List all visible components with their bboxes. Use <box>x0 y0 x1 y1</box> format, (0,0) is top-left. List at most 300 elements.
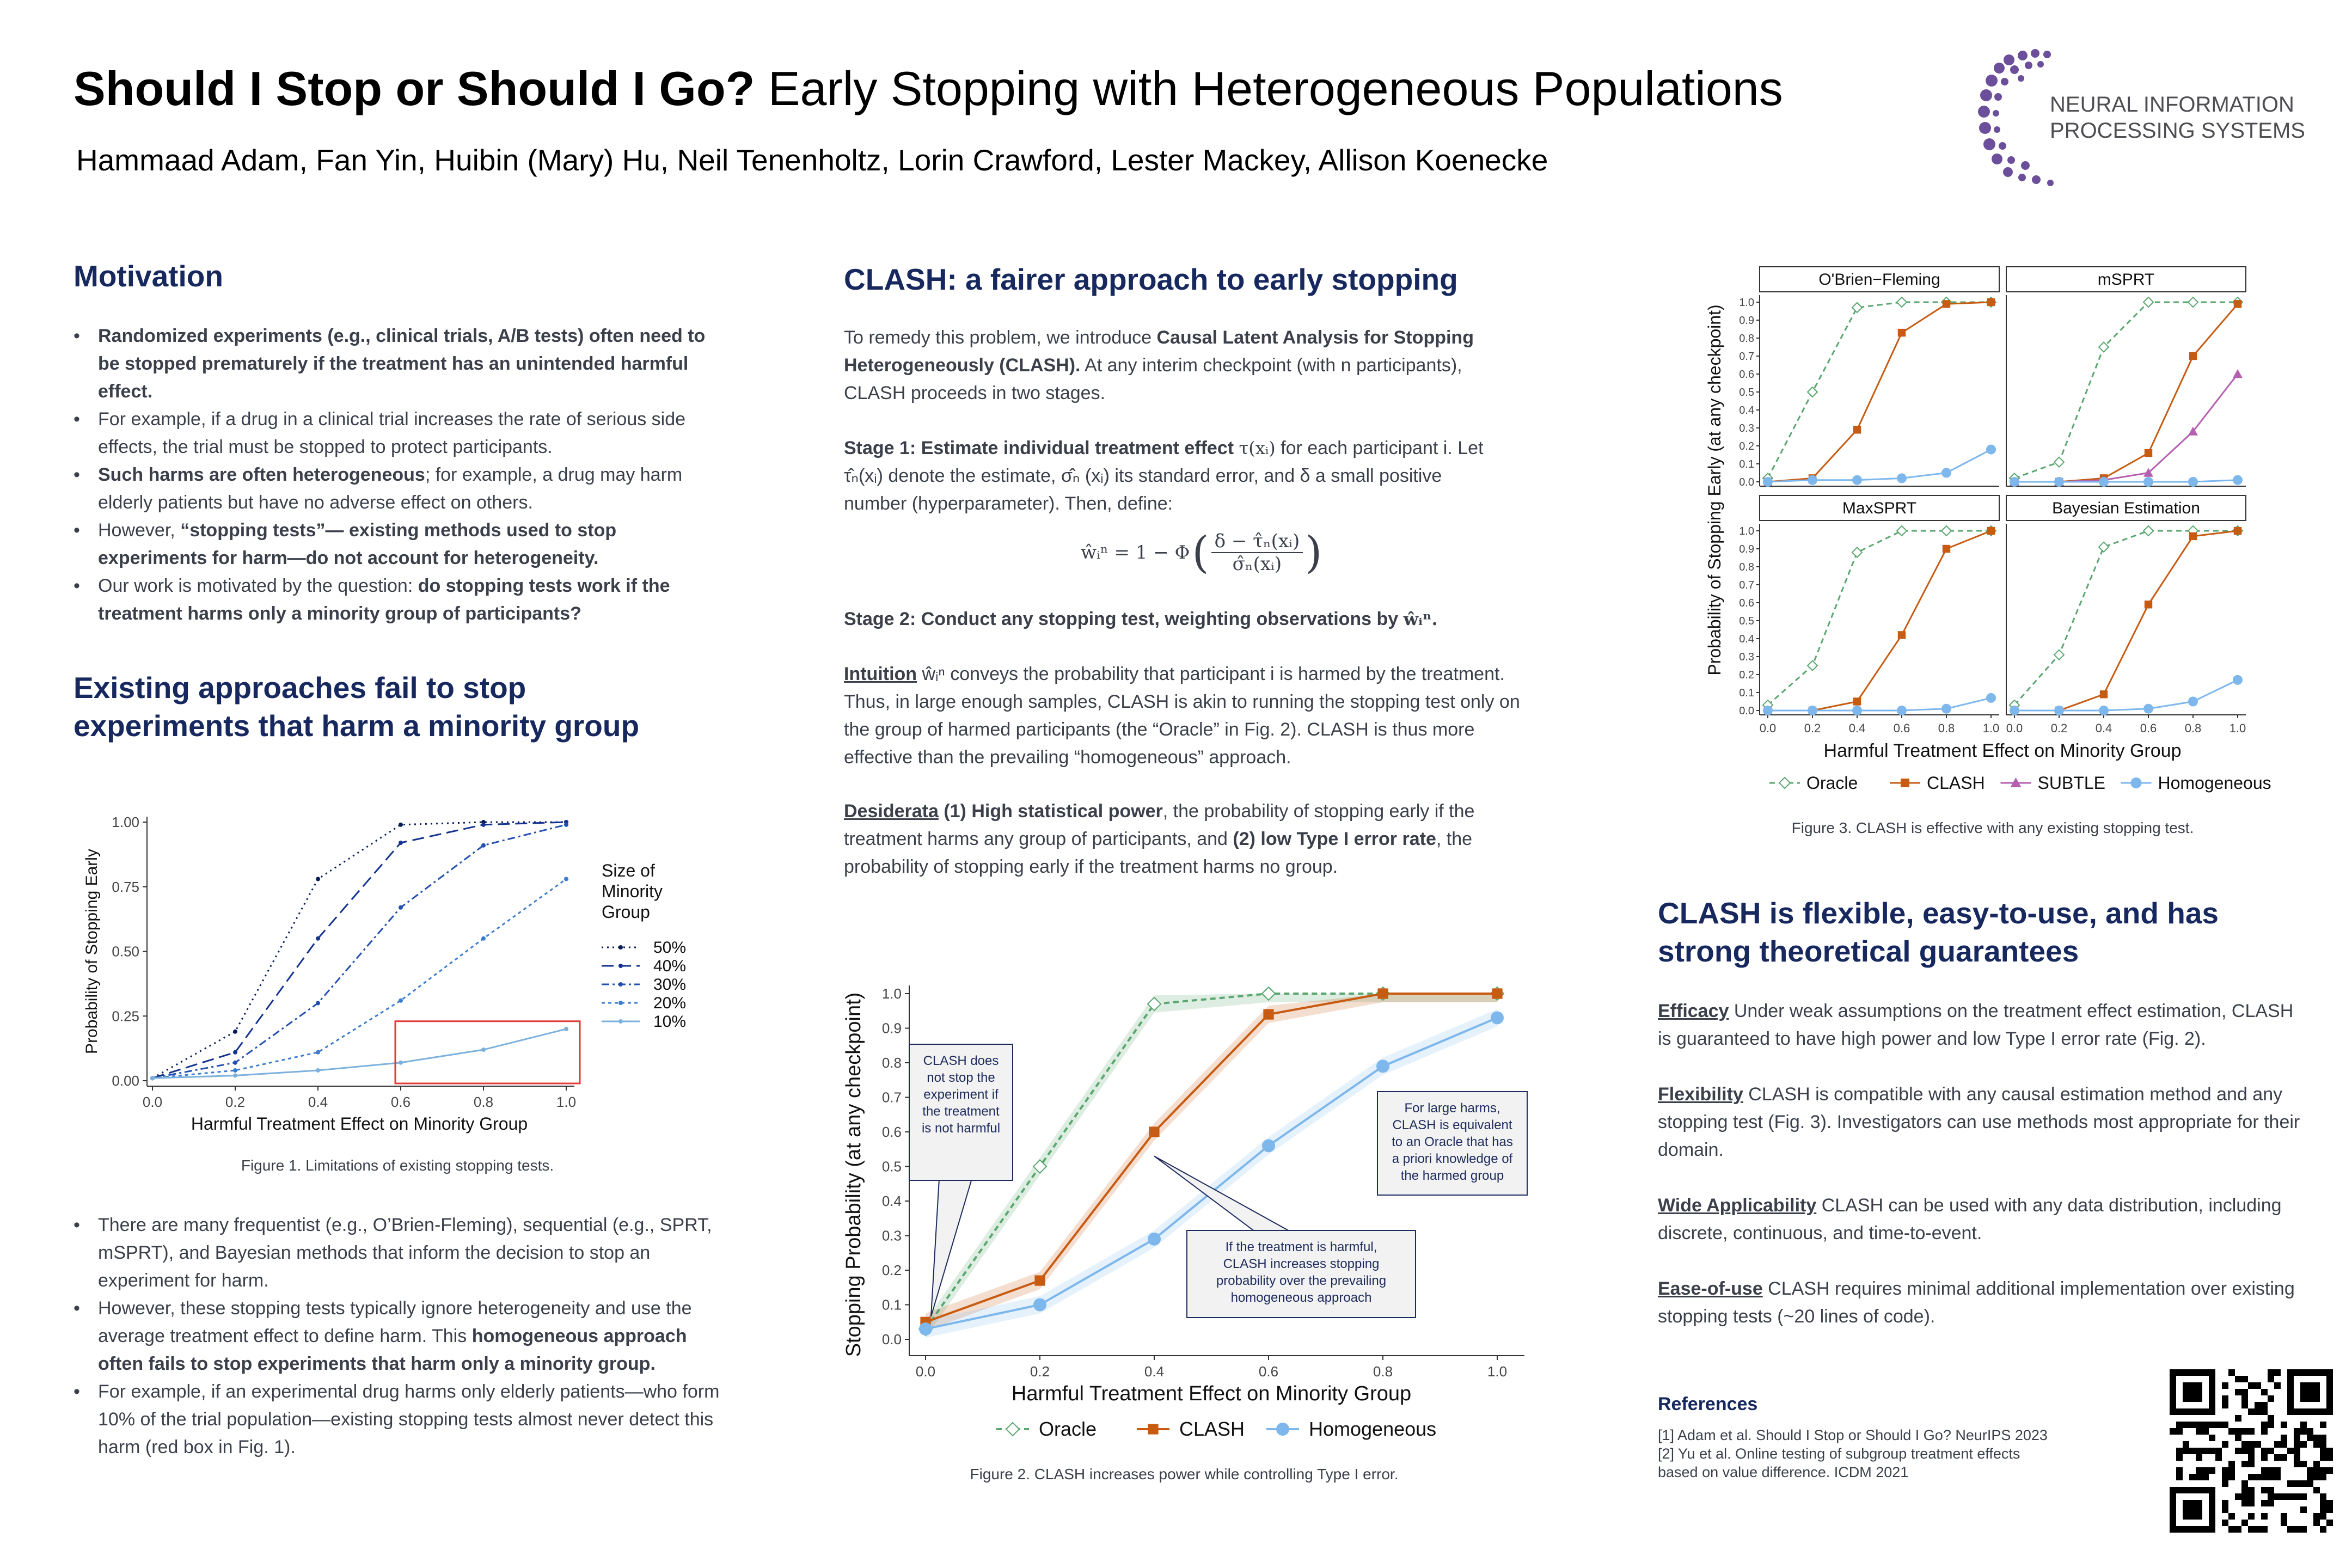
facet-title: mSPRT <box>2097 271 2155 289</box>
flexible-heading-l1: CLASH is flexible, easy-to-use, and has <box>1658 896 2219 930</box>
bullet-text: Our work is motivated by the question: <box>98 575 418 596</box>
data-point <box>1376 1059 1389 1073</box>
desiderata-b2: (2) low Type I error rate <box>1233 829 1436 849</box>
data-point <box>233 1030 237 1034</box>
data-point <box>2234 300 2241 308</box>
desiderata-b1: (1) High statistical power <box>938 801 1163 822</box>
data-point <box>1148 1233 1161 1246</box>
data-point <box>2099 706 2109 715</box>
y-tick-label: 0.5 <box>1739 387 1754 399</box>
data-point <box>1852 475 1862 485</box>
stage1-l2: τ̂ₙ(xᵢ) denote the estimate, σ̂ₙ (xᵢ) its standard error, and δ a small positive <box>844 465 1442 486</box>
y-tick-label: 0.3 <box>1739 651 1754 663</box>
facet-panel <box>2006 267 2246 487</box>
y-tick-label: 0.6 <box>881 1124 902 1140</box>
series-line-CLASH <box>1768 302 1991 482</box>
legend-marker <box>1148 1424 1158 1434</box>
y-tick-label: 0.5 <box>1739 615 1754 627</box>
data-point <box>1898 631 1906 639</box>
bullet-item <box>98 572 724 628</box>
bullet-text: There are many frequentist (e.g., O’Brien-Fleming), sequential (e.g., SPRT, mSPRT), and Bayesian methods that inform the decision to stop an experiment for harm. <box>98 1215 712 1291</box>
x-tick-label: 1.0 <box>1982 721 2000 735</box>
data-point <box>1941 526 1951 536</box>
bullet-text: However, <box>98 520 181 541</box>
data-point <box>1852 303 1862 313</box>
data-point <box>233 1068 237 1073</box>
y-tick-label: 1.0 <box>881 985 902 1002</box>
x-tick-label: 0.6 <box>2140 721 2157 735</box>
legend-marker <box>1901 779 1909 787</box>
data-point <box>233 1050 237 1055</box>
y-tick-label: 0.25 <box>112 1008 139 1025</box>
stage1-tau: τ(xᵢ) <box>1239 438 1276 458</box>
data-point <box>399 1061 403 1065</box>
x-tick-label: 0.6 <box>390 1094 411 1110</box>
legend-title: Size of <box>602 861 655 880</box>
figure1-chart <box>71 789 713 1143</box>
x-tick-label: 1.0 <box>2229 721 2246 735</box>
series-line-CLASH <box>1768 531 1991 710</box>
legend-label: Oracle <box>1039 1418 1097 1440</box>
callout-text: is not harmful <box>921 1121 1001 1136</box>
flexible-item <box>1658 1081 2300 1164</box>
reference-2-cont: based on value difference. ICDM 2021 <box>1658 1464 1909 1480</box>
data-point <box>2054 457 2064 467</box>
data-point <box>1853 426 1861 433</box>
data-point <box>1808 387 1817 397</box>
data-point <box>316 1068 320 1073</box>
legend-label: 40% <box>653 957 687 975</box>
legend-marker <box>618 1019 623 1024</box>
y-tick-label: 0.9 <box>1739 315 1754 327</box>
bullet-item <box>98 517 724 572</box>
callout-oracle <box>1377 1092 1527 1195</box>
existing-bullets <box>74 1211 724 1461</box>
callout-text: CLASH increases stopping <box>1223 1257 1380 1271</box>
intuition-body: ŵᵢⁿ conveys the probability that participant i is harmed by the treatment. Thus, in large enough samples, CLASH is akin to running the stopping test only on the group of harmed participants (the “Oracle” in Fig. 2). CLASH is thus more effective than the prevailing “homogeneous” approach. <box>844 664 1520 768</box>
series-line-10% <box>152 1029 566 1078</box>
data-point <box>2145 601 2152 608</box>
data-point <box>399 999 403 1003</box>
y-tick-label: 0.2 <box>1739 440 1754 452</box>
x-axis-label: Harmful Treatment Effect on Minority Group <box>1823 740 2182 761</box>
series-line-Homogeneous <box>1768 450 1991 482</box>
reference-1: [1] Adam et al. Should I Stop or Should I Go? NeurIPS 2023 <box>1658 1427 2048 1443</box>
series-line-Oracle <box>2014 302 2238 478</box>
neurips-logo-icon <box>1971 44 2058 196</box>
bullet-text: homogeneous approach often fails to stop experiments that harm only a minority group. <box>98 1326 687 1374</box>
x-tick-label: 0.2 <box>1804 721 1821 735</box>
legend-title: Group <box>602 902 650 922</box>
stage1-l1: for each participant i. Let <box>1275 438 1484 458</box>
x-tick-label: 1.0 <box>1487 1363 1508 1380</box>
figure2-chart <box>833 969 1552 1459</box>
flexible-item-label: Wide Applicability <box>1658 1195 1817 1216</box>
y-tick-label: 0.75 <box>112 878 139 895</box>
y-tick-label: 0.8 <box>1739 333 1754 345</box>
data-point <box>1263 1009 1273 1020</box>
data-point <box>2054 650 2064 660</box>
data-point <box>233 1061 237 1065</box>
legend-label: CLASH <box>1927 773 1985 793</box>
data-point <box>399 841 403 845</box>
x-tick-label: 0.4 <box>2095 721 2112 735</box>
bullet-text: However, these stopping tests typically ignore heterogeneity and use the average treatment effect to define harm. This <box>98 1298 692 1346</box>
y-axis-label: Stopping Probability (at any checkpoint) <box>842 992 865 1357</box>
x-tick-label: 0.6 <box>1258 1363 1279 1380</box>
series-line-Oracle <box>1768 302 1991 478</box>
legend-marker <box>618 1001 623 1005</box>
data-point <box>2189 532 2197 540</box>
qr-code[interactable] <box>2170 1369 2333 1533</box>
y-tick-label: 0.5 <box>881 1158 902 1175</box>
stage1-l3: number (hyperparameter). Then, define: <box>844 493 1173 514</box>
clash-intro <box>844 324 1524 407</box>
data-point <box>2143 297 2153 307</box>
legend-label: 10% <box>653 1013 687 1031</box>
data-point <box>2099 477 2109 487</box>
data-point <box>2054 706 2064 715</box>
callout-text: the treatment <box>922 1104 1000 1119</box>
series-line-Oracle <box>2014 531 2238 705</box>
series-line-Homogeneous <box>1768 698 1991 710</box>
y-tick-label: 0.0 <box>1739 705 1754 717</box>
desiderata-t1: , the probability of stopping early if the treatment harms any group of participants, and <box>844 801 1475 849</box>
y-tick-label: 0.6 <box>1739 597 1754 609</box>
callout-text: homogeneous approach <box>1230 1290 1372 1305</box>
y-tick-label: 0.8 <box>1739 561 1754 573</box>
data-point <box>316 936 320 941</box>
references <box>1658 1394 2175 1481</box>
flexible-item-text: CLASH is compatible with any causal estimation method and any stopping test (Fig. 3). Investigators can use methods most appropriate for their domain. <box>1658 1084 2300 1160</box>
x-tick-label: 0.2 <box>225 1094 246 1110</box>
data-point <box>2234 527 2241 535</box>
neurips-logo <box>1971 44 2319 196</box>
legend-marker <box>2131 777 2142 788</box>
legend-label: 30% <box>653 976 687 994</box>
flexible-heading <box>1658 894 2219 970</box>
data-point <box>1897 473 1907 483</box>
clash-heading: CLASH: a fairer approach to early stopping <box>844 262 1458 296</box>
y-tick-label: 0.1 <box>1739 687 1754 699</box>
data-point <box>1986 693 1996 703</box>
clash-intro-b1: Causal Latent Analysis for Stopping <box>1156 327 1474 348</box>
y-tick-label: 1.0 <box>1739 297 1754 309</box>
y-tick-label: 0.3 <box>1739 422 1754 434</box>
eq-numerator: δ − τ̂ₙ(xᵢ) <box>1211 530 1303 553</box>
flexible-item-text: CLASH can be used with any data distribution, including discrete, continuous, and time-to-event. <box>1658 1195 2282 1244</box>
data-point <box>1377 988 1388 999</box>
stage1-label: Stage 1: Estimate individual treatment effect <box>844 438 1234 458</box>
series-line-30% <box>152 825 566 1079</box>
facet-panel <box>1739 267 1999 488</box>
facet-title: MaxSPRT <box>1842 499 1917 517</box>
flexible-heading-l2: strong theoretical guarantees <box>1658 934 2079 968</box>
desiderata-label: Desiderata <box>844 801 939 822</box>
bullet-text: “stopping tests”— existing methods used to stop experiments for harm—do not account for heterogeneity. <box>98 520 617 568</box>
data-point <box>2143 477 2153 487</box>
data-point <box>1852 548 1862 558</box>
series-line-CLASH <box>2014 531 2238 710</box>
y-tick-label: 0.1 <box>1739 458 1754 470</box>
data-point <box>481 843 486 848</box>
data-point <box>1987 298 1995 306</box>
data-point <box>1986 445 1996 455</box>
data-point <box>1898 329 1906 336</box>
flexible-items <box>1658 997 2300 1358</box>
series-line-Homogeneous <box>2014 480 2238 482</box>
stage1-text <box>844 434 1524 518</box>
x-tick-label: 0.0 <box>142 1094 163 1110</box>
flexible-item <box>1658 1192 2300 1247</box>
bullet-item <box>98 1211 724 1295</box>
legend-marker <box>1276 1423 1289 1436</box>
facet-title: O'Brien−Fleming <box>1818 271 1940 289</box>
x-axis-label: Harmful Treatment Effect on Minority Group <box>191 1114 528 1134</box>
data-point <box>1808 661 1817 671</box>
data-point <box>399 823 403 827</box>
x-tick-label: 0.8 <box>2184 721 2202 735</box>
x-tick-label: 0.8 <box>1938 721 1955 735</box>
y-tick-label: 0.3 <box>881 1227 902 1244</box>
motivation-bullets <box>74 322 724 628</box>
bullet-text: ; for example, a drug may harm elderly patients but have no adverse effect on others. <box>98 464 683 513</box>
data-point <box>1491 1011 1504 1024</box>
data-point <box>2188 297 2198 307</box>
data-point <box>1492 988 1502 999</box>
flexible-item-label: Ease-of-use <box>1658 1278 1763 1299</box>
data-point <box>1943 300 1950 308</box>
series-line-20% <box>152 879 566 1079</box>
bullet-text: Such harms are often heterogeneous <box>98 464 425 485</box>
bullet-text: Randomized experiments (e.g., clinical trials, A/B tests) often need to be stopped prematurely if the treatment has an unintended harmful effect. <box>98 326 706 402</box>
figure2-caption: Figure 2. CLASH increases power while controlling Type I error. <box>970 1466 1399 1483</box>
series-line-Oracle <box>1768 531 1991 705</box>
title-bold: Should I Stop or Should I Go? <box>74 62 755 115</box>
data-point <box>2233 475 2243 485</box>
flexible-item-text: CLASH requires minimal additional implementation over existing stopping tests (~20 lines of code). <box>1658 1278 2295 1327</box>
callout-text: probability over the prevailing <box>1216 1273 1387 1288</box>
existing-heading <box>74 669 639 745</box>
figure1-caption: Figure 1. Limitations of existing stopping tests. <box>241 1157 554 1174</box>
data-point <box>1853 697 1861 705</box>
data-point <box>2100 690 2108 698</box>
legend-marker <box>1779 777 1790 788</box>
x-tick-label: 0.0 <box>1759 721 1777 735</box>
data-point <box>2010 477 2019 487</box>
data-point <box>2099 542 2109 552</box>
data-point <box>2099 342 2109 352</box>
logo-line2: PROCESSING SYSTEMS <box>2050 119 2305 143</box>
y-tick-label: 0.9 <box>1739 543 1754 555</box>
data-point <box>1763 477 1773 487</box>
data-point <box>1987 527 1995 535</box>
callout-text: to an Oracle that has <box>1392 1135 1513 1149</box>
data-point <box>1763 706 1773 715</box>
y-tick-label: 1.0 <box>1739 525 1754 537</box>
clash-intro-pre: To remedy this problem, we introduce <box>844 327 1157 348</box>
callout-text: experiment if <box>923 1087 999 1102</box>
eq-denominator: σ̂ₙ(xᵢ) <box>1232 553 1282 575</box>
data-point <box>316 877 320 881</box>
data-point <box>1897 706 1907 715</box>
callout-text: CLASH is equivalent <box>1392 1118 1512 1132</box>
bullet-text: For example, if a drug in a clinical trial increases the rate of serious side effects, the trial must be stopped to protect participants. <box>98 409 686 457</box>
legend-marker <box>618 982 623 987</box>
poster-title <box>74 61 1783 117</box>
data-point <box>2189 352 2197 360</box>
weight-equation: ŵᵢⁿ = 1 − Φ ( $\frac{\text{δ − τ̂ₙ(xᵢ)}}{\text{σ̂ₙ(xᵢ)}}$ ) <box>1081 527 1322 578</box>
data-point <box>2233 369 2243 378</box>
series-line-CLASH <box>2014 304 2238 482</box>
eq-lhs: ŵᵢⁿ = 1 − Φ <box>1081 541 1190 564</box>
bullet-item <box>98 406 724 461</box>
data-point <box>564 823 568 827</box>
x-tick-label: 0.2 <box>1030 1363 1050 1380</box>
callout-text: not stop the <box>927 1070 995 1085</box>
existing-heading-l1: Existing approaches fail to stop <box>74 671 526 705</box>
logo-line1: NEURAL INFORMATION <box>2050 93 2294 117</box>
legend-label: Oracle <box>1806 773 1858 793</box>
facet-panel <box>2006 495 2246 735</box>
data-point <box>1262 1139 1275 1152</box>
data-point <box>2188 697 2198 707</box>
y-tick-label: 1.00 <box>112 814 139 830</box>
data-point <box>316 1001 320 1006</box>
data-point <box>2145 449 2152 457</box>
flexible-item-label: Flexibility <box>1658 1084 1743 1105</box>
legend-label: CLASH <box>1179 1418 1245 1440</box>
y-tick-label: 0.4 <box>1739 633 1754 645</box>
data-point <box>233 1074 237 1078</box>
existing-list <box>74 1211 724 1461</box>
legend-label: 20% <box>653 994 687 1012</box>
references-heading: References <box>1658 1394 1758 1414</box>
data-point <box>150 1076 155 1080</box>
existing-heading-l2: experiments that harm a minority group <box>74 709 640 743</box>
bullet-item <box>98 461 724 517</box>
x-tick-label: 1.0 <box>556 1094 577 1110</box>
figure3-chart <box>1704 256 2281 811</box>
legend-marker <box>618 945 623 950</box>
data-point <box>2143 526 2153 536</box>
data-point <box>1897 297 1907 307</box>
series-line-40% <box>152 822 566 1078</box>
data-point <box>481 1048 486 1052</box>
data-point <box>1897 526 1907 536</box>
y-tick-label: 0.7 <box>1739 351 1754 363</box>
intuition-label: Intuition <box>844 664 917 684</box>
x-tick-label: 0.8 <box>473 1094 494 1110</box>
figure3-caption: Figure 3. CLASH is effective with any existing stopping test. <box>1791 819 2194 836</box>
clash-intro-post: At any interim checkpoint (with n participants), CLASH proceeds in two stages. <box>844 355 1462 403</box>
callout-text: the harmed group <box>1400 1168 1504 1183</box>
flexible-item-text: Under weak assumptions on the treatment effect estimation, CLASH is guaranteed to have high power and low Type I error rate (Fig. 2). <box>1658 1001 2294 1049</box>
data-point <box>481 936 486 941</box>
y-tick-label: 0.7 <box>881 1089 902 1106</box>
series-line-Homogeneous <box>2014 680 2238 710</box>
bullet-text: do stopping tests work if the treatment harms only a minority group of participants? <box>98 575 670 624</box>
data-point <box>2143 704 2153 714</box>
stage2-text <box>844 605 1524 633</box>
callout-text: If the treatment is harmful, <box>1225 1240 1377 1254</box>
data-point <box>564 877 568 881</box>
y-axis-label: Probability of Stopping Early (at any checkpoint) <box>1705 304 1724 676</box>
legend-label: SUBTLE <box>2037 773 2105 793</box>
legend-title: Minority <box>602 881 663 901</box>
data-point <box>564 1027 568 1031</box>
bullet-item <box>98 1378 724 1461</box>
data-point <box>1941 704 1951 714</box>
data-point <box>1808 475 1817 485</box>
motivation-heading: Motivation <box>74 259 223 293</box>
y-tick-label: 0.2 <box>1739 669 1754 681</box>
x-tick-label: 0.0 <box>2006 721 2023 735</box>
data-point <box>1941 468 1951 478</box>
stage2-w: ŵᵢⁿ. <box>1403 609 1438 629</box>
legend-marker <box>618 964 623 968</box>
y-axis-label: Probability of Stopping Early <box>83 849 101 1054</box>
clash-intro-b2: Heterogeneously (CLASH). <box>844 355 1081 376</box>
intuition-text <box>844 660 1524 771</box>
x-tick-label: 0.4 <box>1144 1363 1165 1380</box>
data-point <box>1808 706 1817 715</box>
legend-label: Homogeneous <box>2158 773 2271 793</box>
flexible-item <box>1658 997 2300 1053</box>
callout-text: CLASH does <box>923 1054 999 1068</box>
series-line-50% <box>152 822 566 1078</box>
y-tick-label: 0.4 <box>1739 405 1754 416</box>
data-point <box>919 1322 932 1336</box>
x-tick-label: 0.4 <box>1848 721 1866 735</box>
bullet-text: For example, if an experimental drug harms only elderly patients—who form 10% of the trial population—existing stopping tests almost never detect this harm (red box in Fig. 1). <box>98 1381 720 1457</box>
y-tick-label: 0.2 <box>881 1262 902 1278</box>
data-point <box>2010 706 2019 715</box>
flexible-item <box>1658 1275 2300 1331</box>
highlight-box <box>395 1021 580 1083</box>
y-tick-label: 0.9 <box>881 1020 902 1037</box>
data-point <box>316 1050 320 1055</box>
title-rest: Early Stopping with Heterogeneous Populations <box>755 62 1783 115</box>
motivation-list <box>74 322 724 628</box>
y-tick-label: 0.4 <box>881 1193 902 1209</box>
y-tick-label: 0.0 <box>881 1331 902 1347</box>
callout-power <box>1154 1156 1416 1318</box>
y-tick-label: 0.6 <box>1739 369 1754 381</box>
data-point <box>1852 706 1862 715</box>
flexible-item-label: Efficacy <box>1658 1001 1729 1021</box>
data-point <box>1149 1126 1159 1137</box>
bullet-item <box>98 322 724 406</box>
y-tick-label: 0.7 <box>1739 579 1754 591</box>
reference-2: [2] Yu et al. Online testing of subgroup treatment effects <box>1658 1445 2020 1462</box>
data-point <box>1034 1275 1045 1285</box>
data-point <box>399 905 403 910</box>
data-point <box>481 823 486 827</box>
y-tick-label: 0.50 <box>112 943 139 960</box>
legend-marker <box>1006 1423 1019 1436</box>
facet-title: Bayesian Estimation <box>2052 499 2200 517</box>
data-point <box>2188 477 2198 487</box>
stage2-label: Stage 2: Conduct any stopping test, weighting observations by <box>844 609 1399 629</box>
desiderata-t2: , the probability of stopping early if the treatment harms no group. <box>844 829 1473 877</box>
x-axis-label: Harmful Treatment Effect on Minority Group <box>1011 1382 1412 1405</box>
facet-panel <box>1739 495 1999 735</box>
x-tick-label: 0.6 <box>1893 721 1910 735</box>
data-point <box>2054 477 2064 487</box>
x-tick-label: 0.4 <box>308 1094 328 1110</box>
bullet-item <box>98 1295 724 1378</box>
